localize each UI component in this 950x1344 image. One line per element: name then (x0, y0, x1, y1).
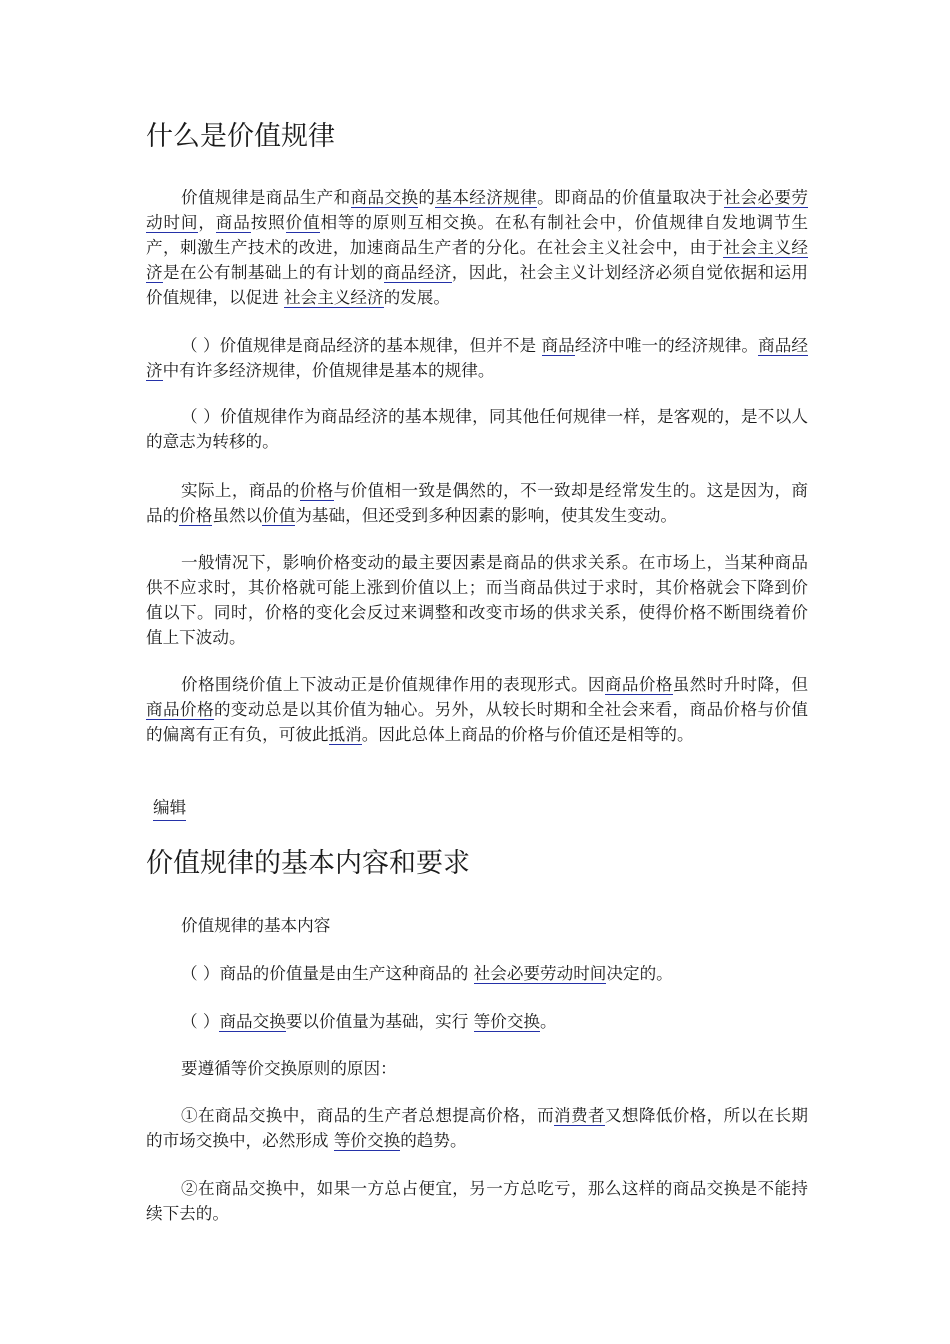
text-run: （ ）商品的价值量是由生产这种商品的 (181, 964, 474, 983)
text-run: （ ） (181, 1012, 220, 1031)
paragraph (146, 1176, 808, 1226)
paragraph (146, 1009, 808, 1034)
inline-link[interactable]: 商品 (541, 336, 575, 355)
text-run: 与价值相一致是偶然的，不一致却是经常发生的。这是因为，商品的 (146, 481, 809, 525)
inline-link[interactable]: 基本经济规律 (435, 188, 538, 207)
inline-link[interactable]: 价格 (179, 506, 213, 525)
text-run: （ ）价值规律是商品经济的基本规律，但并不是 (181, 336, 542, 355)
text-run: 的 (418, 188, 436, 207)
text-run: 经济中唯一的经济规律。 (574, 336, 759, 355)
text-run: 又想降低价格，所以在长期的市场交换中，必然形成 (146, 1106, 809, 1150)
text-run: ， (198, 213, 216, 232)
text-run: 。即商品的价值量取决于 (537, 188, 724, 207)
paragraph (146, 913, 808, 938)
inline-link[interactable]: 等价交换 (333, 1131, 401, 1150)
inline-link[interactable]: 价值 (262, 506, 296, 525)
text-run: （ ）价值规律作为商品经济的基本规律，同其他任何规律一样，是客观的，是不以人的意志为转移的。 (146, 407, 808, 451)
text-run: 。 (540, 1012, 557, 1031)
text-run: 的趋势。 (400, 1131, 467, 1150)
inline-link[interactable]: 商品 (215, 213, 251, 232)
paragraph (146, 672, 808, 747)
edit-link[interactable]: 编辑 (153, 795, 186, 821)
text-run: 的发展。 (383, 288, 450, 307)
text-run: 虽然以 (212, 506, 263, 525)
inline-link[interactable]: 商品经济 (146, 336, 809, 380)
inline-link[interactable]: 社会主义经济 (284, 288, 384, 307)
inline-link[interactable]: 商品经济 (383, 263, 452, 282)
paragraph (146, 404, 808, 454)
text-run: 的变动总是以其价值为轴心。另外，从较长时期和全社会来看，商品价格与价值的偏离有正有负，可彼此 (146, 700, 808, 744)
text-run: ，因此，社会主义计划经济必须自觉依据和运用价值规律，以促进 (146, 263, 808, 307)
text-run: 价格围绕价值上下波动正是价值规律作用的表现形式。因 (181, 675, 605, 694)
paragraph (146, 1056, 808, 1081)
paragraph (146, 333, 808, 383)
inline-link[interactable]: 社会必要劳动时间 (146, 188, 809, 232)
inline-link[interactable]: 商品价格 (604, 675, 673, 694)
section-heading-what-is-value-law: 什么是价值规律 (146, 121, 335, 152)
text-run: 价值规律是商品生产和 (181, 188, 351, 207)
text-run: 要遵循等价交换原则的原因： (181, 1059, 397, 1078)
inline-link[interactable]: 价格 (299, 481, 334, 500)
text-run: ①在商品交换中，商品的生产者总想提高价格，而 (181, 1106, 555, 1125)
text-run: ②在商品交换中，如果一方总占便宜，另一方总吃亏，那么这样的商品交换是不能持续下去的。 (146, 1179, 808, 1223)
text-run: 决定的。 (606, 964, 673, 983)
inline-link[interactable]: 商品交换 (350, 188, 419, 207)
text-run: 是在公有制基础上的有计划的 (162, 263, 384, 282)
inline-link[interactable]: 商品价格 (146, 700, 214, 719)
text-run: 。因此总体上商品的价格与价值还是相等的。 (361, 725, 694, 744)
text-run: 按照 (250, 213, 286, 232)
text-run: 价值规律的基本内容 (181, 916, 331, 935)
inline-link[interactable]: 等价交换 (473, 1012, 541, 1031)
text-run: 为基础，但还受到多种因素的影响，使其发生变动。 (295, 506, 677, 525)
paragraph (146, 478, 808, 528)
section-heading-basic-content: 价值规律的基本内容和要求 (146, 848, 470, 879)
inline-link[interactable]: 价值 (285, 213, 321, 232)
inline-link[interactable]: 消费者 (554, 1106, 605, 1125)
paragraph (146, 961, 808, 986)
text-run: 中有许多经济规律，价值规律是基本的规律。 (162, 361, 495, 380)
text-run: 相等的原则互相交换。在私有制社会中，价值规律自发地调节生产，刺激生产技术的改进，加速商品生产者的分化。在社会主义社会中，由于 (146, 213, 809, 257)
inline-link[interactable]: 社会必要劳动时间 (473, 964, 607, 983)
paragraph (146, 550, 808, 650)
text-run: 要以价值量为基础，实行 (285, 1012, 474, 1031)
inline-link[interactable]: 社会主义经济 (146, 238, 808, 282)
text-run: 实际上，商品的 (181, 481, 300, 500)
text-run: 虽然时升时降，但 (672, 675, 809, 694)
paragraph (146, 185, 808, 310)
inline-link[interactable]: 抵消 (328, 725, 362, 744)
inline-link[interactable]: 商品交换 (219, 1012, 286, 1031)
paragraph (146, 1103, 808, 1153)
text-run: 一般情况下，影响价格变动的最主要因素是商品的供求关系。在市场上，当某种商品供不应求时，其价格就可能上涨到价值以上；而当商品供过于求时，其价格就会下降到价值以下。同时，价格的变化会反过来调整和改变市场的供求关系，使得价格不断围绕着价值上下波动。 (146, 553, 808, 647)
